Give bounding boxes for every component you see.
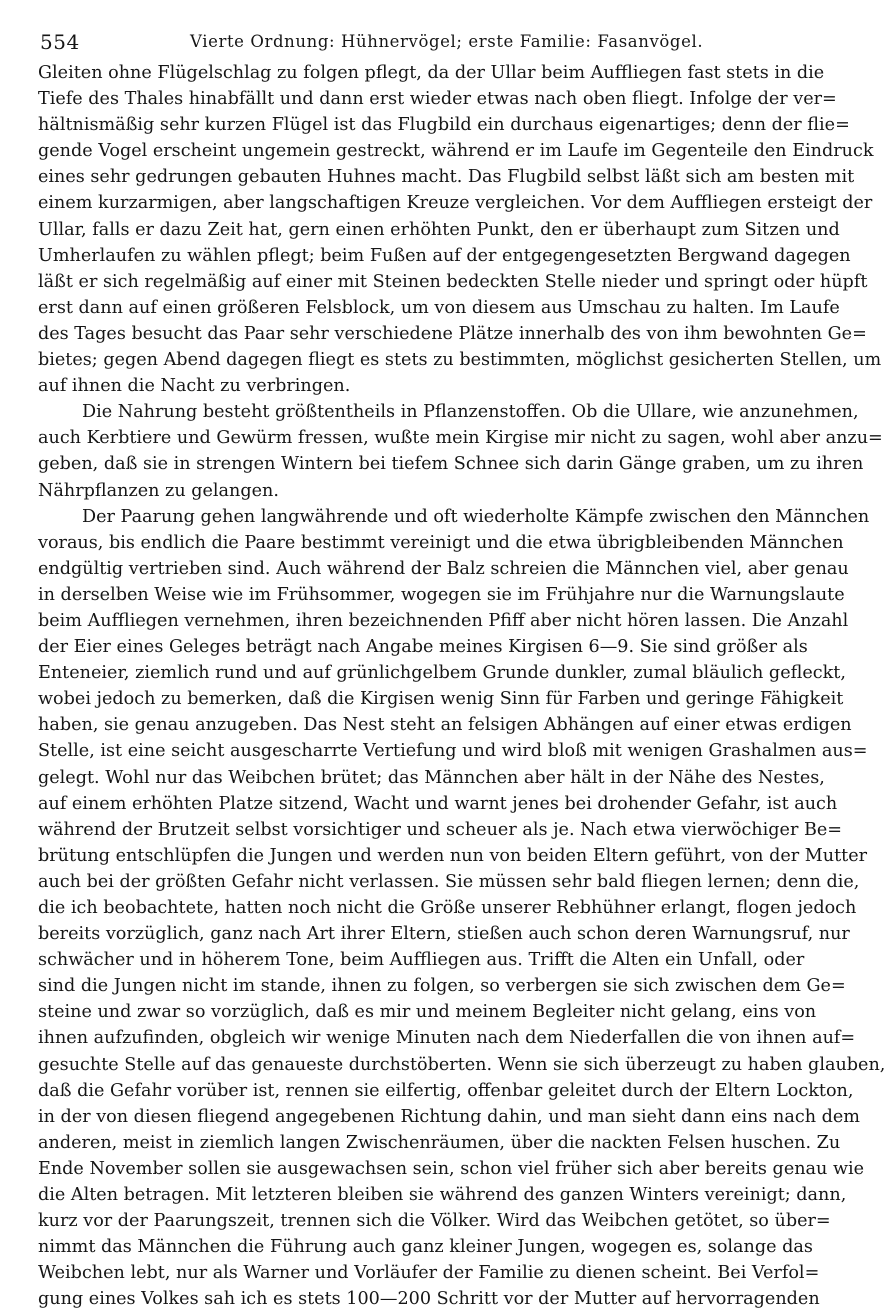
text-line: gelegt. Wohl nur das Weibchen brütet; das Männchen aber hält in der Nähe des Nestes, bbox=[38, 767, 825, 788]
text-line: gung eines Volkes sah ich es stets 100—200 Schritt vor der Mutter auf hervorragenden bbox=[38, 1289, 820, 1310]
text-line: kurz vor der Paarungszeit, trennen sich die Völker. Wird das Weibchen getötet, so über= bbox=[38, 1211, 831, 1232]
text-line: brütung entschlüpfen die Jungen und werden nun von beiden Eltern geführt, von der Mutter bbox=[38, 845, 868, 866]
body-text bbox=[38, 60, 885, 1313]
text-line: Ende November sollen sie ausgewachsen sein, schon viel früher sich aber bereits genau wie bbox=[38, 1158, 865, 1179]
text-line: Gleiten ohne Flügelschlag zu folgen pflegt, da der Ullar beim Auffliegen fast stets in die bbox=[38, 63, 825, 83]
paragraph bbox=[38, 60, 882, 399]
text-line: haben, sie genau anzugeben. Das Nest steht an felsigen Abhängen auf einer etwas erdigen bbox=[38, 715, 852, 736]
text-line: nimmt das Männchen die Führung auch ganz kleiner Jungen, wogegen es, solange das bbox=[38, 1237, 813, 1258]
text-line: hältnismäßig sehr kurzen Flügel ist das Flugbild ein durchaus eigenartiges; denn der flie= bbox=[38, 115, 850, 136]
text-line: anderen, meist in ziemlich langen Zwischenräumen, über die nackten Felsen huschen. Zu bbox=[38, 1132, 841, 1153]
running-head bbox=[40, 30, 754, 56]
text-line: endgültig vertrieben sind. Auch während der Balz schreien die Männchen viel, aber genau bbox=[38, 558, 849, 579]
text-line: Stelle, ist eine seicht ausgescharrte Vertiefung und wird bloß mit wenigen Grashalmen aus= bbox=[38, 741, 868, 762]
text-line: gende Vogel erscheint ungemein gestreckt, während er im Laufe im Gegenteile den Eindruck bbox=[38, 141, 874, 162]
text-line: wobei jedoch zu bemerken, daß die Kirgisen wenig Sinn für Farben und geringe Fähigkeit bbox=[38, 689, 844, 710]
text-line: geben, daß sie in strengen Wintern bei tiefem Schnee sich darin Gänge graben, um zu ihren bbox=[38, 454, 864, 475]
text-line: während der Brutzeit selbst vorsichtiger und scheuer als je. Nach etwa vierwöchiger Be= bbox=[38, 819, 843, 840]
text-line: steine und zwar so vorzüglich, daß es mir und meinem Begleiter nicht gelang, eins von bbox=[38, 1002, 817, 1023]
text-line: auf einem erhöhten Platze sitzend, Wacht und warnt jenes bei drohender Gefahr, ist auch bbox=[38, 793, 838, 814]
text-line: die ich beobachtete, hatten noch nicht die Größe unserer Rebhühner erlangt, flogen jedoch bbox=[38, 898, 857, 918]
text-line: schwächer und in höherem Tone, beim Auffliegen aus. Trifft die Alten ein Unfall, oder bbox=[38, 950, 805, 971]
text-line: Enteneier, ziemlich rund und auf grünlichgelbem Grunde dunkler, zumal bläulich gefleckt, bbox=[38, 663, 846, 684]
running-head-title: Vierte Ordnung: Hühnervögel; erste Familie: Fasanvögel. bbox=[190, 32, 704, 51]
text-line: Umherlaufen zu wählen pflegt; beim Fußen auf der entgegengesetzten Bergwand dagegen bbox=[38, 245, 851, 266]
text-line: ihnen aufzufinden, obgleich wir wenige Minuten nach dem Niederfallen die von ihnen auf= bbox=[38, 1028, 856, 1049]
text-line: der Eier eines Geleges beträgt nach Angabe meines Kirgisen 6—9. Sie sind größer als bbox=[38, 637, 808, 658]
text-line: sind die Jungen nicht im stande, ihnen zu folgen, so verbergen sie sich zwischen dem Ge= bbox=[38, 976, 846, 997]
text-line: in derselben Weise wie im Frühsommer, wogegen sie im Frühjahre nur die Warnungslaute bbox=[38, 584, 845, 605]
text-line: beim Auffliegen vernehmen, ihren bezeichnenden Pfiff aber nicht hören lassen. Die Anzahl bbox=[38, 610, 849, 631]
text-line: auch bei der größten Gefahr nicht verlassen. Sie müssen sehr bald fliegen lernen; denn die, bbox=[38, 871, 860, 892]
text-line: bietes; gegen Abend dagegen fliegt es stets zu bestimmten, möglichst gesicherten Stellen, um bbox=[38, 350, 882, 371]
text-line: auch Kerbtiere und Gewürm fressen, wußte mein Kirgise mir nicht zu sagen, wohl aber anzu= bbox=[38, 428, 883, 449]
text-line: die Alten betragen. Mit letzteren bleiben sie während des ganzen Winters vereinigt; dann, bbox=[38, 1185, 847, 1206]
text-line: Weibchen lebt, nur als Warner und Vorläufer der Familie zu dienen scheint. Bei Verfol= bbox=[38, 1263, 820, 1284]
text-line: des Tages besucht das Paar sehr verschiedene Plätze innerhalb des von ihm bewohnten Ge= bbox=[38, 323, 867, 344]
text-line: erst dann auf einen größeren Felsblock, um von diesem aus Umschau zu halten. Im Laufe bbox=[38, 297, 840, 318]
text-line: Die Nahrung besteht größtentheils in Pflanzenstoffen. Ob die Ullare, wie anzunehmen, bbox=[82, 402, 859, 423]
text-line: einem kurzarmigen, aber langschaftigen Kreuze vergleichen. Vor dem Auffliegen ersteigt der bbox=[38, 193, 873, 214]
text-line: Tiefe des Thales hinabfällt und dann erst wieder etwas nach oben fliegt. Infolge der ver= bbox=[38, 89, 837, 110]
text-line: eines sehr gedrungen gebauten Huhnes macht. Das Flugbild selbst läßt sich am besten mit bbox=[38, 167, 855, 188]
text-line: daß die Gefahr vorüber ist, rennen sie eilfertig, offenbar geleitet durch der Eltern Lockton, bbox=[38, 1080, 854, 1101]
text-line: läßt er sich regelmäßig auf einer mit Steinen bedeckten Stelle nieder und springt oder hüpft bbox=[38, 271, 868, 292]
paragraph bbox=[38, 399, 883, 503]
page-number: 554 bbox=[40, 30, 80, 54]
text-line: in der von diesen fliegend angegebenen Richtung dahin, und man sieht dann eins nach dem bbox=[38, 1106, 860, 1127]
paragraph bbox=[38, 504, 885, 1313]
text-line: Ullar, falls er dazu Zeit hat, gern einen erhöhten Punkt, den er überhaupt zum Sitzen und bbox=[38, 219, 840, 240]
text-line: gesuchte Stelle auf das genaueste durchstöberten. Wenn sie sich überzeugt zu haben glauben, bbox=[38, 1054, 885, 1075]
text-line: Nährpflanzen zu gelangen. bbox=[38, 480, 279, 501]
text-line: auf ihnen die Nacht zu verbringen. bbox=[38, 376, 351, 397]
text-line: Der Paarung gehen langwährende und oft wiederholte Kämpfe zwischen den Männchen bbox=[82, 506, 870, 527]
text-line: bereits vorzüglich, ganz nach Art ihrer Eltern, stießen auch schon deren Warnungsruf, nur bbox=[38, 924, 850, 945]
text-line: voraus, bis endlich die Paare bestimmt vereinigt und die etwa übrigbleibenden Männchen bbox=[38, 532, 844, 553]
